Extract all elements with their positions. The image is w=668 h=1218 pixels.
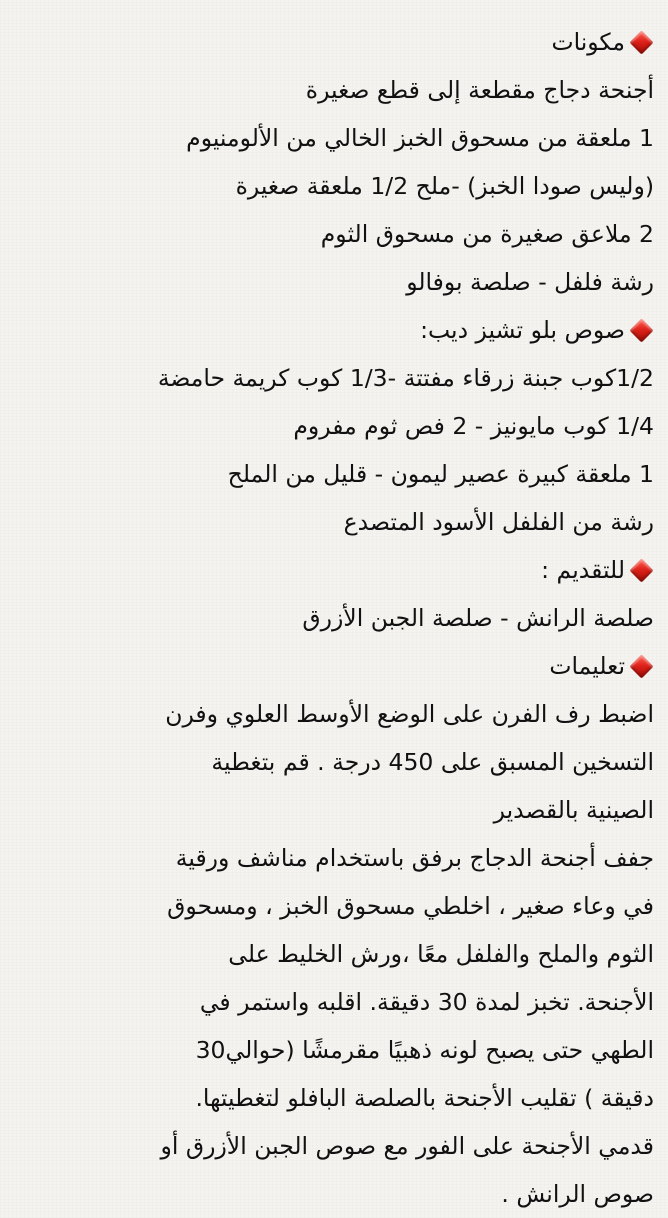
note-line [14,594,654,642]
note-line [14,162,654,210]
heading-blue-cheese-dip [14,306,654,354]
red-diamond-icon [629,30,653,54]
line-text: الثوم والملح والفلفل معًا ،ورش الخليط على [228,940,654,968]
note-line [14,834,654,882]
line-text: الصينية بالقصدير [493,796,654,824]
note-line [14,978,654,1026]
note-line [14,738,654,786]
note-line [14,114,654,162]
heading-text: للتقديم : [541,556,625,584]
red-diamond-icon [629,654,653,678]
line-text: أجنحة دجاج مقطعة إلى قطع صغيرة [305,76,654,104]
line-text: صلصة الرانش - صلصة الجبن الأزرق [302,604,654,632]
line-text: اضبط رف الفرن على الوضع الأوسط العلوي وفرن [165,700,654,728]
note-line [14,210,654,258]
heading-text: مكونات [551,28,625,56]
note-line [14,450,654,498]
note-line [14,690,654,738]
line-text: صوص الرانش . [501,1180,654,1208]
note-line [14,1074,654,1122]
note-line [14,354,654,402]
line-text: قدمي الأجنحة على الفور مع صوص الجبن الأزرق أو [160,1132,654,1160]
heading-instructions [14,642,654,690]
line-text: رشة من الفلفل الأسود المتصدع [343,508,654,536]
line-text: التسخين المسبق على 450 درجة . قم بتغطية [211,748,654,776]
line-text: 1/4 كوب مايونيز - 2 فص ثوم مفروم [293,412,654,440]
note-line [14,402,654,450]
line-text: دقيقة ) تقليب الأجنحة بالصلصة البافلو لتغطيتها. [195,1084,654,1112]
heading-ingredients [14,18,654,66]
line-text: 1/2كوب جبنة زرقاء مفتتة -1/3 كوب كريمة حامضة [157,364,654,392]
note-line [14,66,654,114]
red-diamond-icon [629,318,653,342]
line-text: 1 ملعقة كبيرة عصير ليمون - قليل من الملح [227,460,654,488]
heading-text: تعليمات [549,652,625,680]
note-line [14,498,654,546]
line-text: 2 ملاعق صغيرة من مسحوق الثوم [320,220,654,248]
note-line [14,1026,654,1074]
note-line [14,1122,654,1170]
line-text: الطهي حتى يصبح لونه ذهبيًا مقرمشًا (حوالي30 [195,1036,654,1064]
heading-serving [14,546,654,594]
red-diamond-icon [629,558,653,582]
line-text: (وليس صودا الخبز) -ملح 1/2 ملعقة صغيرة [235,172,654,200]
note-line [14,930,654,978]
note-line [14,882,654,930]
line-text: جفف أجنحة الدجاج برفق باستخدام مناشف ورقية [175,844,654,872]
heading-text: صوص بلو تشيز ديب: [420,316,625,344]
line-text: في وعاء صغير ، اخلطي مسحوق الخبز ، ومسحوق [167,892,654,920]
note-line [14,258,654,306]
note-line [14,786,654,834]
line-text: رشة فلفل - صلصة بوفالو [406,268,654,296]
line-text: 1 ملعقة من مسحوق الخبز الخالي من الألومنيوم [186,124,654,152]
line-text: الأجنحة. تخبز لمدة 30 دقيقة. اقلبه واستمر في [199,988,654,1016]
note-line [14,1170,654,1218]
